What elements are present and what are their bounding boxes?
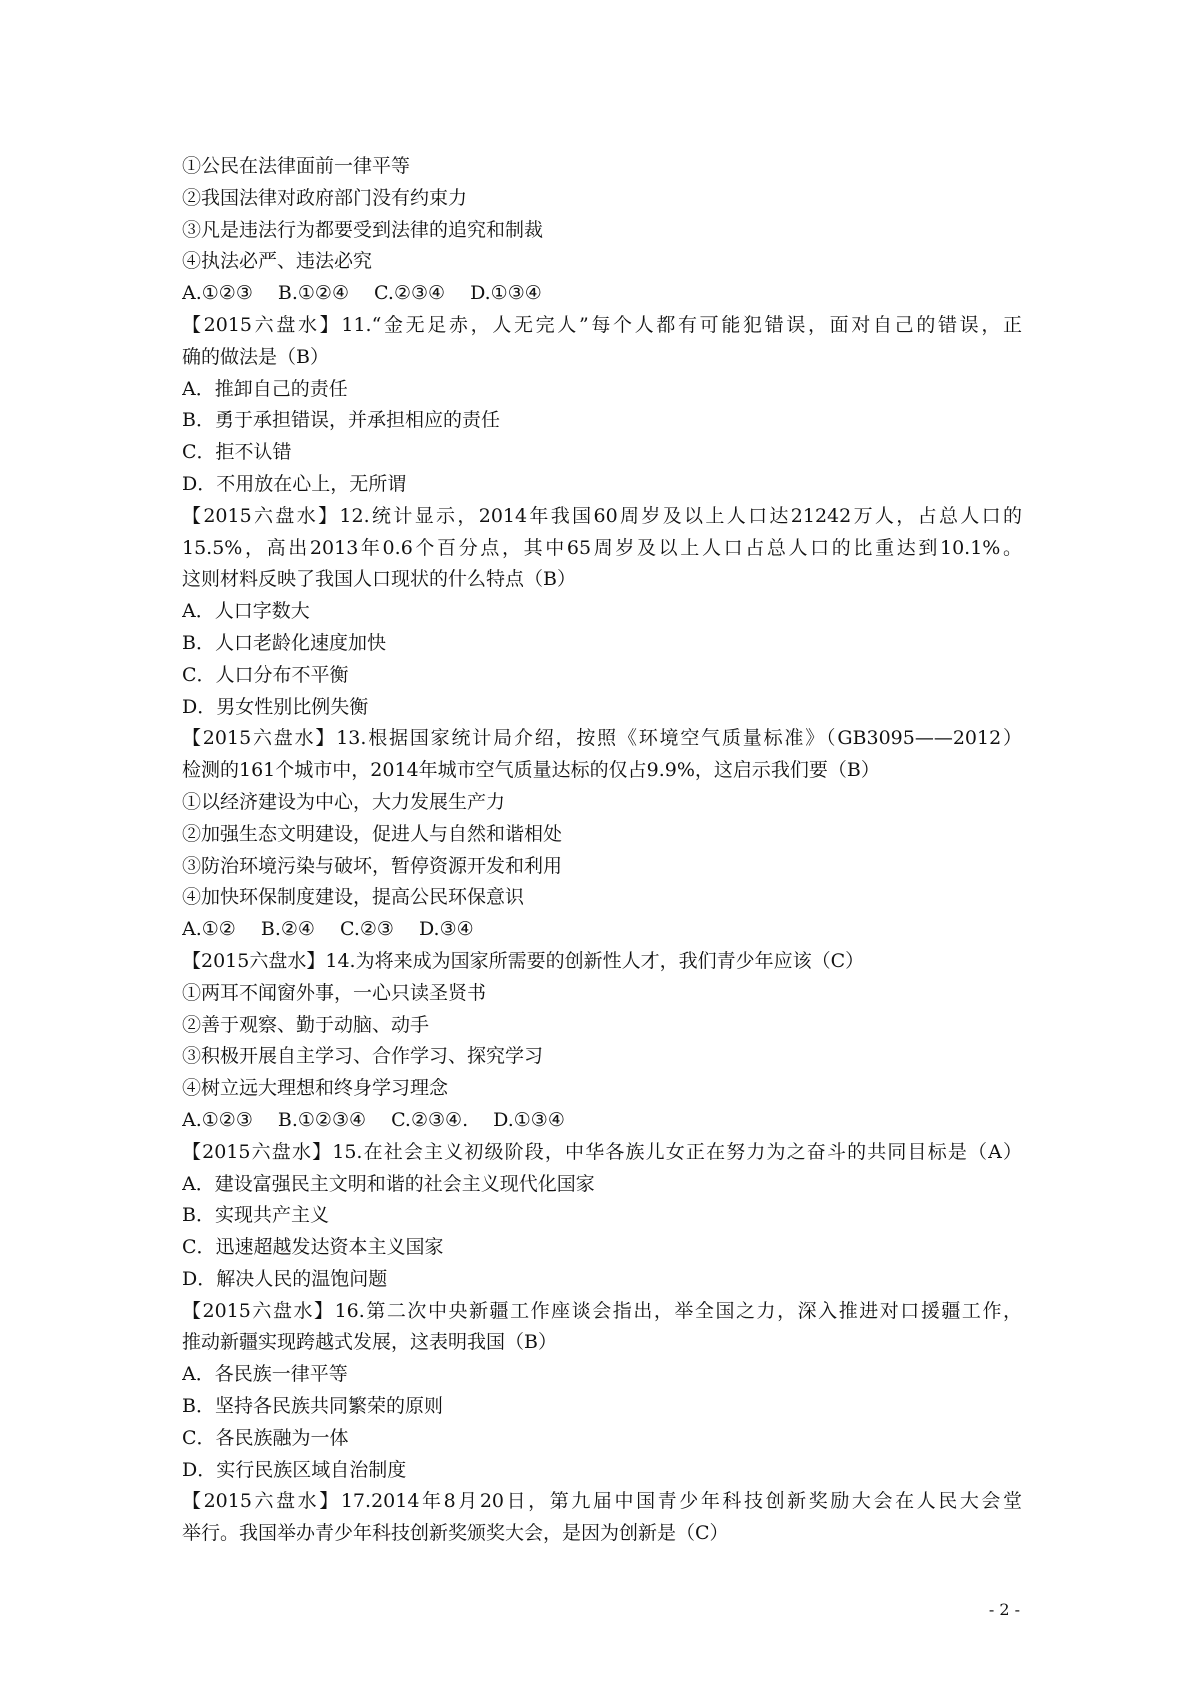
option-line: ①公民在法律面前一律平等 bbox=[182, 155, 411, 177]
question-17-text: 【2015六盘水】17.2014年8月20日，第九届中国青少年科技创新奖励大会在人民大会堂 bbox=[182, 1490, 1022, 1513]
choices-line: A.①②③ B.①②④ C.②③④ D.①③④ bbox=[182, 282, 542, 305]
question-14-text: 【2015六盘水】14.为将来成为国家所需要的创新性人才，我们青少年应该（C） bbox=[182, 949, 865, 972]
option-line: D．解决人民的温饱问题 bbox=[182, 1267, 388, 1290]
option-line: A．各民族一律平等 bbox=[182, 1363, 348, 1386]
option-line: ①两耳不闻窗外事，一心只读圣贤书 bbox=[182, 981, 487, 1004]
option-line: C．人口分布不平衡 bbox=[182, 663, 349, 686]
option-line: ④执法必严、违法必究 bbox=[182, 250, 373, 273]
option-line: A．建设富强民主文明和谐的社会主义现代化国家 bbox=[182, 1172, 595, 1195]
question-13-text-cont: 检测的161个城市中，2014年城市空气质量达标的仅占9.9%，这启示我们要（B） bbox=[182, 759, 880, 782]
option-line: ④加快环保制度建设，提高公民环保意识 bbox=[182, 886, 525, 909]
option-line: ③防治环境污染与破坏，暂停资源开发和利用 bbox=[182, 854, 563, 877]
question-11-text-cont: 确的做法是（B） bbox=[182, 345, 329, 368]
option-line: ④树立远大理想和终身学习理念 bbox=[182, 1077, 449, 1100]
option-line: B．实现共产主义 bbox=[182, 1204, 329, 1227]
option-line: C．拒不认错 bbox=[182, 441, 292, 464]
option-line: ③凡是违法行为都要受到法律的追究和制裁 bbox=[182, 218, 544, 241]
page-number: - 2 - bbox=[988, 1600, 1020, 1619]
question-11-text: 【2015六盘水】11.“金无足赤，人无完人”每个人都有可能犯错误，面对自己的错误，正 bbox=[182, 313, 1022, 336]
question-13-text: 【2015六盘水】13.根据国家统计局介绍，按照《环境空气质量标准》（GB3095——2012） bbox=[182, 727, 1022, 750]
question-16-text-cont: 推动新疆实现跨越式发展，这表明我国（B） bbox=[182, 1331, 557, 1354]
option-line: D．实行民族区域自治制度 bbox=[182, 1458, 407, 1481]
option-line: D．不用放在心上，无所谓 bbox=[182, 472, 407, 495]
document-body bbox=[182, 151, 1022, 1550]
choices-line: A.①②③ B.①②③④ C.②③④. D.①③④ bbox=[182, 1108, 565, 1131]
option-line: ③积极开展自主学习、合作学习、探究学习 bbox=[182, 1045, 544, 1068]
option-line: B．坚持各民族共同繁荣的原则 bbox=[182, 1395, 443, 1418]
option-line: A．推卸自己的责任 bbox=[182, 377, 348, 400]
option-line: B．勇于承担错误，并承担相应的责任 bbox=[182, 409, 500, 432]
option-line: ②加强生态文明建设，促进人与自然和谐相处 bbox=[182, 822, 563, 845]
option-line: ②善于观察、勤于动脑、动手 bbox=[182, 1013, 430, 1036]
question-12-text: 【2015六盘水】12.统计显示，2014年我国60周岁及以上人口达21242万人，占总人口的 bbox=[182, 504, 1022, 527]
option-line: C．迅速超越发达资本主义国家 bbox=[182, 1236, 444, 1259]
question-12-text-cont: 这则材料反映了我国人口现状的什么特点（B） bbox=[182, 568, 576, 591]
question-15-text: 【2015六盘水】15.在社会主义初级阶段，中华各族儿女正在努力为之奋斗的共同目标是（A） bbox=[182, 1140, 1022, 1163]
choices-line: A.①② B.②④ C.②③ D.③④ bbox=[182, 918, 474, 941]
option-line: ①以经济建设为中心，大力发展生产力 bbox=[182, 790, 506, 813]
question-16-text: 【2015六盘水】16.第二次中央新疆工作座谈会指出，举全国之力，深入推进对口援疆工作， bbox=[182, 1299, 1022, 1322]
option-line: A．人口字数大 bbox=[182, 600, 310, 623]
option-line: ②我国法律对政府部门没有约束力 bbox=[182, 186, 468, 209]
option-line: D．男女性别比例失衡 bbox=[182, 695, 369, 718]
question-12-text-cont: 15.5%，高出2013年0.6个百分点，其中65周岁及以上人口占总人口的比重达到10.1%。 bbox=[182, 536, 1022, 559]
option-line: C．各民族融为一体 bbox=[182, 1426, 349, 1449]
question-17-text-cont: 举行。我国举办青少年科技创新奖颁奖大会，是因为创新是（C） bbox=[182, 1522, 729, 1545]
option-line: B．人口老龄化速度加快 bbox=[182, 631, 386, 654]
